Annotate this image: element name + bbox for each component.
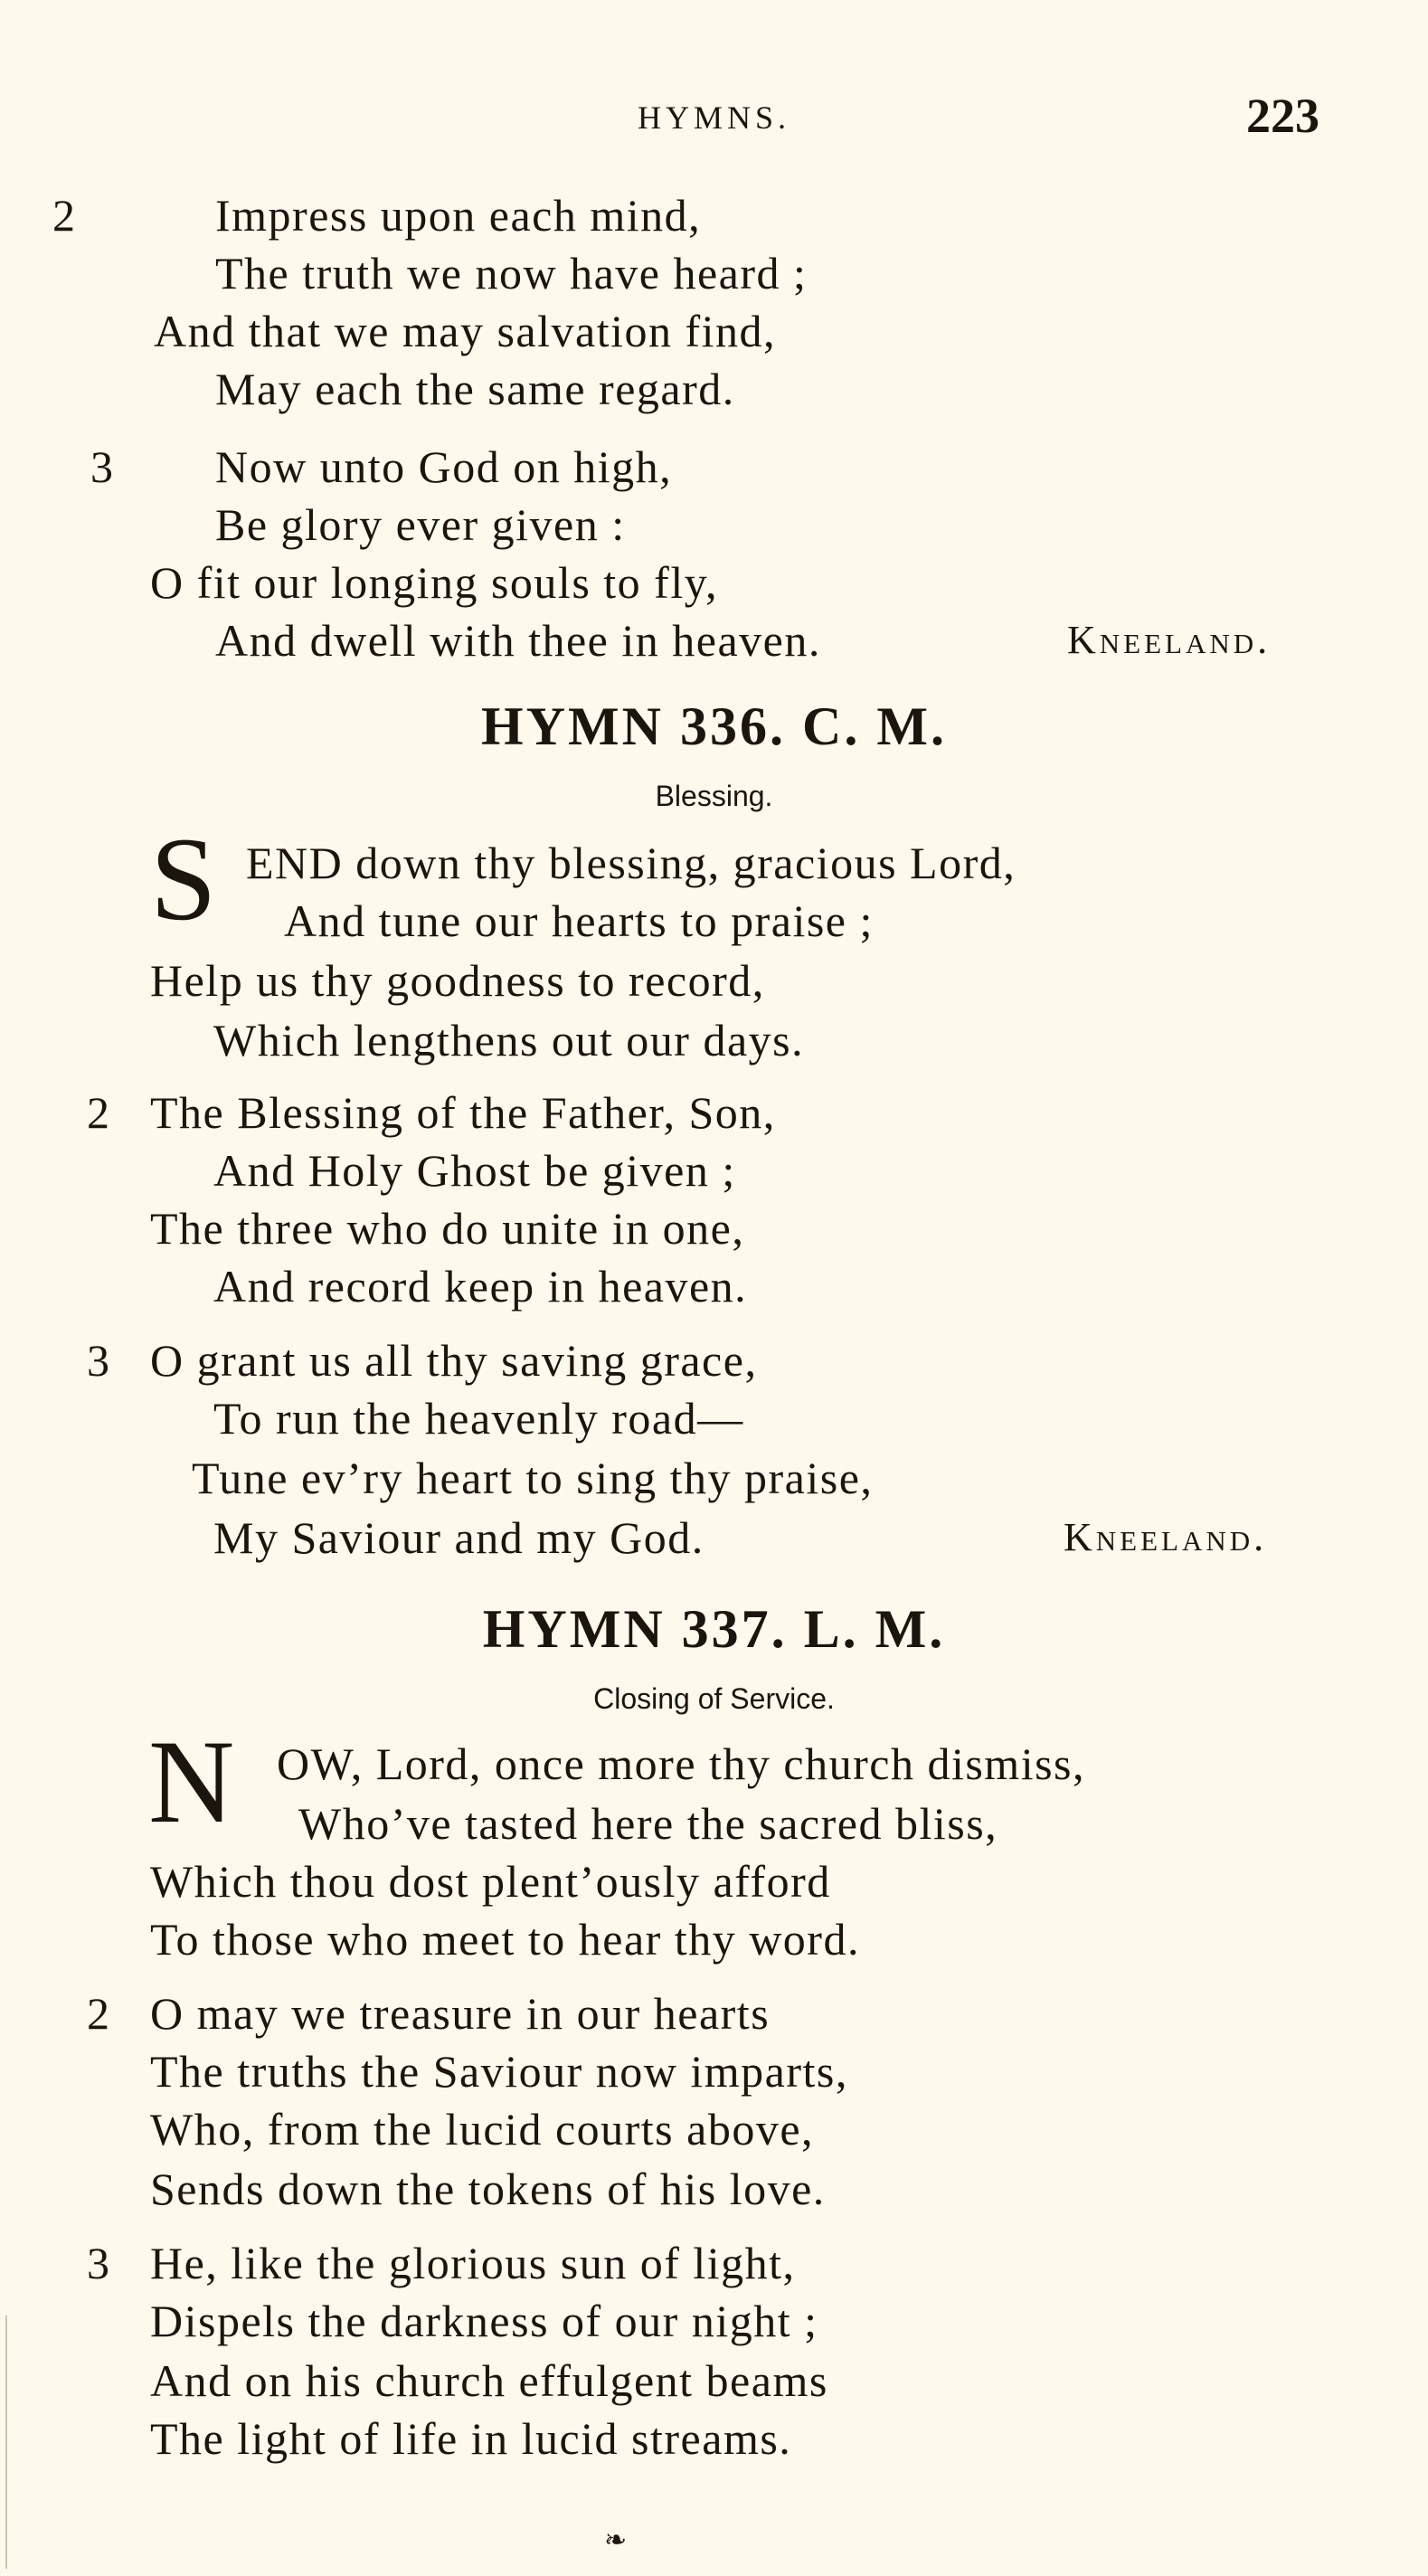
stanza-number: 3: [87, 2238, 109, 2288]
verse-line: The three who do unite in one,: [150, 1203, 745, 1254]
verse-line: My Saviour and my God.: [213, 1512, 705, 1563]
verse-line: Who, from the lucid courts above,: [150, 2104, 815, 2155]
verse-line: And that we may salvation find,: [154, 306, 777, 356]
stanza-number: 3: [87, 1335, 109, 1386]
page-number: 223: [1246, 89, 1319, 143]
verse-line: The Blessing of the Father, Son,: [150, 1087, 776, 1138]
stanza-number: 2: [87, 1988, 109, 2039]
stanza-number: 2: [87, 1087, 109, 1138]
verse-line: And on his church effulgent beams: [150, 2355, 828, 2406]
page-binding-edge: [5, 2316, 7, 2569]
verse-line: O grant us all thy saving grace,: [150, 1335, 758, 1386]
verse-line: And tune our hearts to praise ;: [284, 895, 874, 946]
verse-line: Now unto God on high,: [215, 441, 673, 492]
verse-line: The truths the Saviour now imparts,: [150, 2046, 848, 2097]
verse-line: May each the same regard.: [215, 364, 735, 414]
verse-line: Which lengthens out our days.: [213, 1015, 805, 1065]
verse-line: And dwell with thee in heaven.: [215, 615, 821, 666]
verse-line: Help us thy goodness to record,: [150, 955, 765, 1006]
verse-line: Impress upon each mind,: [215, 190, 702, 241]
hymn-title: HYMN 337. L. M.: [482, 1599, 946, 1659]
ornament-icon: ❧: [604, 2525, 628, 2555]
stanza-number: 3: [90, 441, 113, 492]
verse-line: END down thy blessing, gracious Lord,: [246, 838, 1017, 888]
verse-line: The truth we now have heard ;: [215, 248, 808, 298]
verse-line: And record keep in heaven.: [213, 1261, 748, 1312]
verse-line: He, like the glorious sun of light,: [150, 2238, 796, 2288]
verse-line: To those who meet to hear thy word.: [150, 1914, 860, 1965]
hymn-title: HYMN 336. C. M.: [481, 696, 947, 756]
running-header: HYMNS.: [637, 99, 791, 136]
verse-line: The light of life in lucid streams.: [150, 2413, 792, 2464]
hymn-attribution: Kneeland.: [1064, 1515, 1268, 1559]
verse-line: O fit our longing souls to fly,: [150, 557, 718, 608]
verse-line: Dispels the darkness of our night ;: [150, 2296, 818, 2346]
verse-line: O may we treasure in our hearts: [150, 1988, 771, 2039]
verse-line: Who’ve tasted here the sacred bliss,: [298, 1798, 998, 1849]
verse-line: Be glory ever given :: [215, 499, 626, 550]
verse-line: To run the heavenly road—: [213, 1393, 744, 1444]
verse-line: And Holy Ghost be given ;: [213, 1145, 736, 1196]
drop-cap: S: [150, 812, 217, 945]
hymn-subtitle: Blessing.: [655, 780, 773, 812]
verse-line: Which thou dost plent’ously afford: [150, 1856, 831, 1907]
hymn-subtitle: Closing of Service.: [593, 1682, 835, 1715]
verse-line: Sends down the tokens of his love.: [150, 2164, 826, 2214]
stanza-number: 2: [52, 190, 75, 241]
verse-line: Tune ev’ry heart to sing thy praise,: [192, 1453, 874, 1503]
drop-cap: N: [148, 1715, 235, 1848]
verse-line: OW, Lord, once more thy church dismiss,: [277, 1738, 1085, 1789]
hymn-attribution: Kneeland.: [1067, 618, 1272, 662]
